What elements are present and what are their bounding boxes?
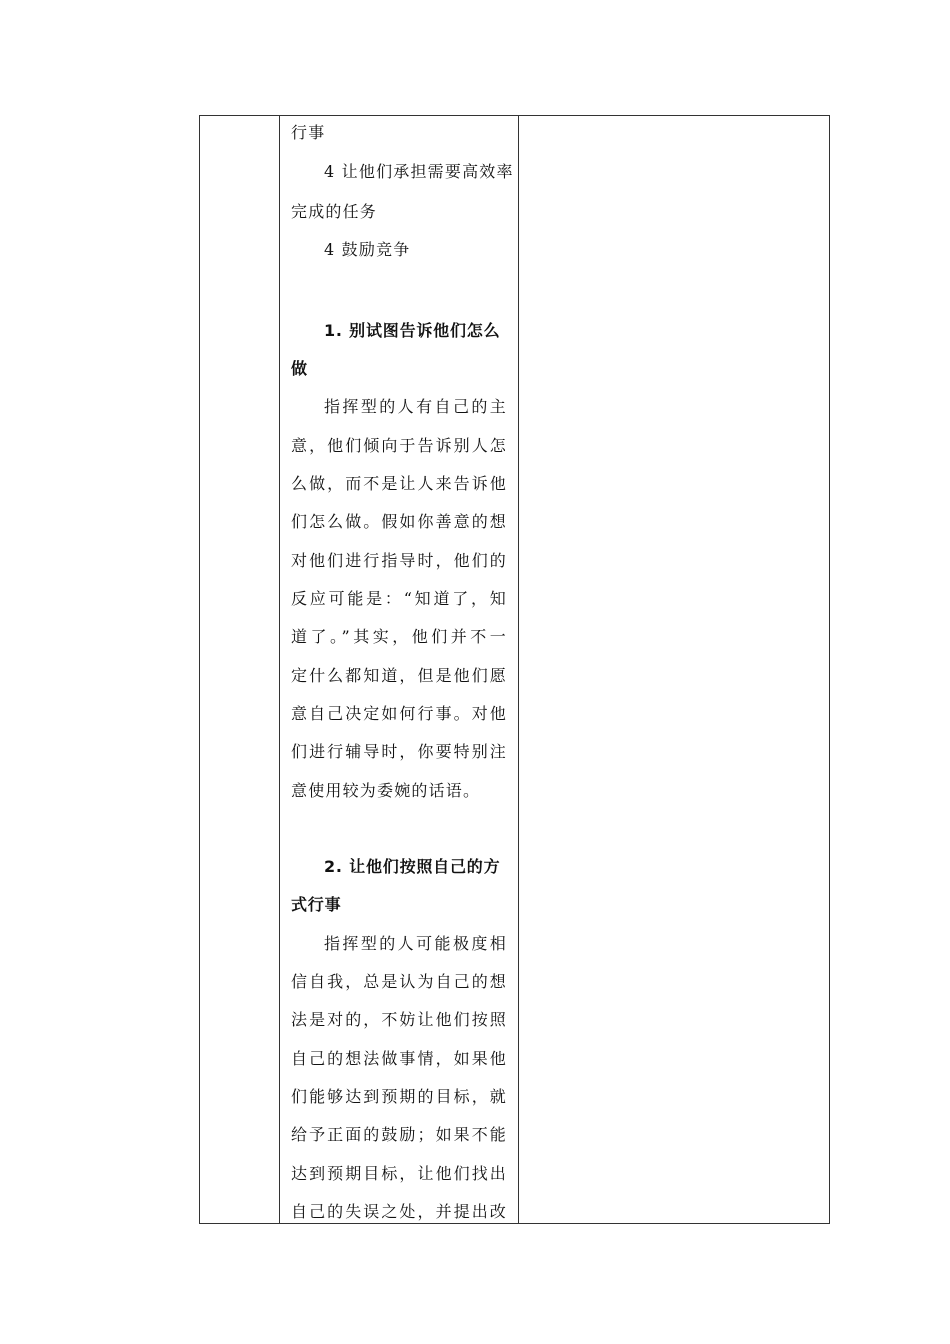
text-line: 完成的任务 (291, 202, 378, 221)
section-heading-continued: 做 (291, 359, 308, 378)
section-heading: 1. 别试图告诉他们怎么 (324, 321, 501, 340)
paragraph-line: 给予正面的鼓励；如果不能 (291, 1125, 507, 1144)
list-item: 4 让他们承担需要高效率 (324, 162, 514, 181)
paragraph-line: 定什么都知道，但是他们愿 (291, 666, 507, 685)
paragraph-line: 意使用较为委婉的话语。 (291, 781, 481, 800)
paragraph-line: 自己的想法做事情，如果他 (291, 1049, 507, 1068)
paragraph-line: 么做，而不是让人来告诉他 (291, 474, 507, 493)
text-line: 行事 (291, 123, 326, 142)
paragraph-line: 信自我，总是认为自己的想 (291, 972, 507, 991)
content-table (199, 115, 830, 1224)
paragraph-line: 自己的失误之处，并提出改 (291, 1202, 507, 1221)
paragraph-line: 们怎么做。假如你善意的想 (291, 512, 507, 531)
paragraph-line: 意自己决定如何行事。对他 (291, 704, 507, 723)
paragraph-line: 们进行辅导时，你要特别注 (291, 742, 507, 761)
list-item: 4 鼓励竞争 (324, 240, 411, 259)
paragraph-line: 法是对的，不妨让他们按照 (291, 1010, 507, 1029)
paragraph-line: 达到预期目标，让他们找出 (291, 1164, 507, 1183)
column-divider-2 (518, 116, 519, 1223)
paragraph-line: 指挥型的人有自己的主 (324, 397, 507, 416)
paragraph-line: 反应可能是：“知道了，知 (291, 589, 507, 608)
section-heading: 2. 让他们按照自己的方 (324, 857, 501, 876)
paragraph-line: 指挥型的人可能极度相 (324, 934, 507, 953)
paragraph-line: 意，他们倾向于告诉别人怎 (291, 436, 507, 455)
paragraph-line: 对他们进行指导时，他们的 (291, 551, 507, 570)
column-divider-1 (279, 116, 280, 1223)
paragraph-line: 们能够达到预期的目标，就 (291, 1087, 507, 1106)
section-heading-continued: 式行事 (291, 895, 342, 914)
paragraph-line: 道了。”其实，他们并不一 (291, 627, 507, 646)
